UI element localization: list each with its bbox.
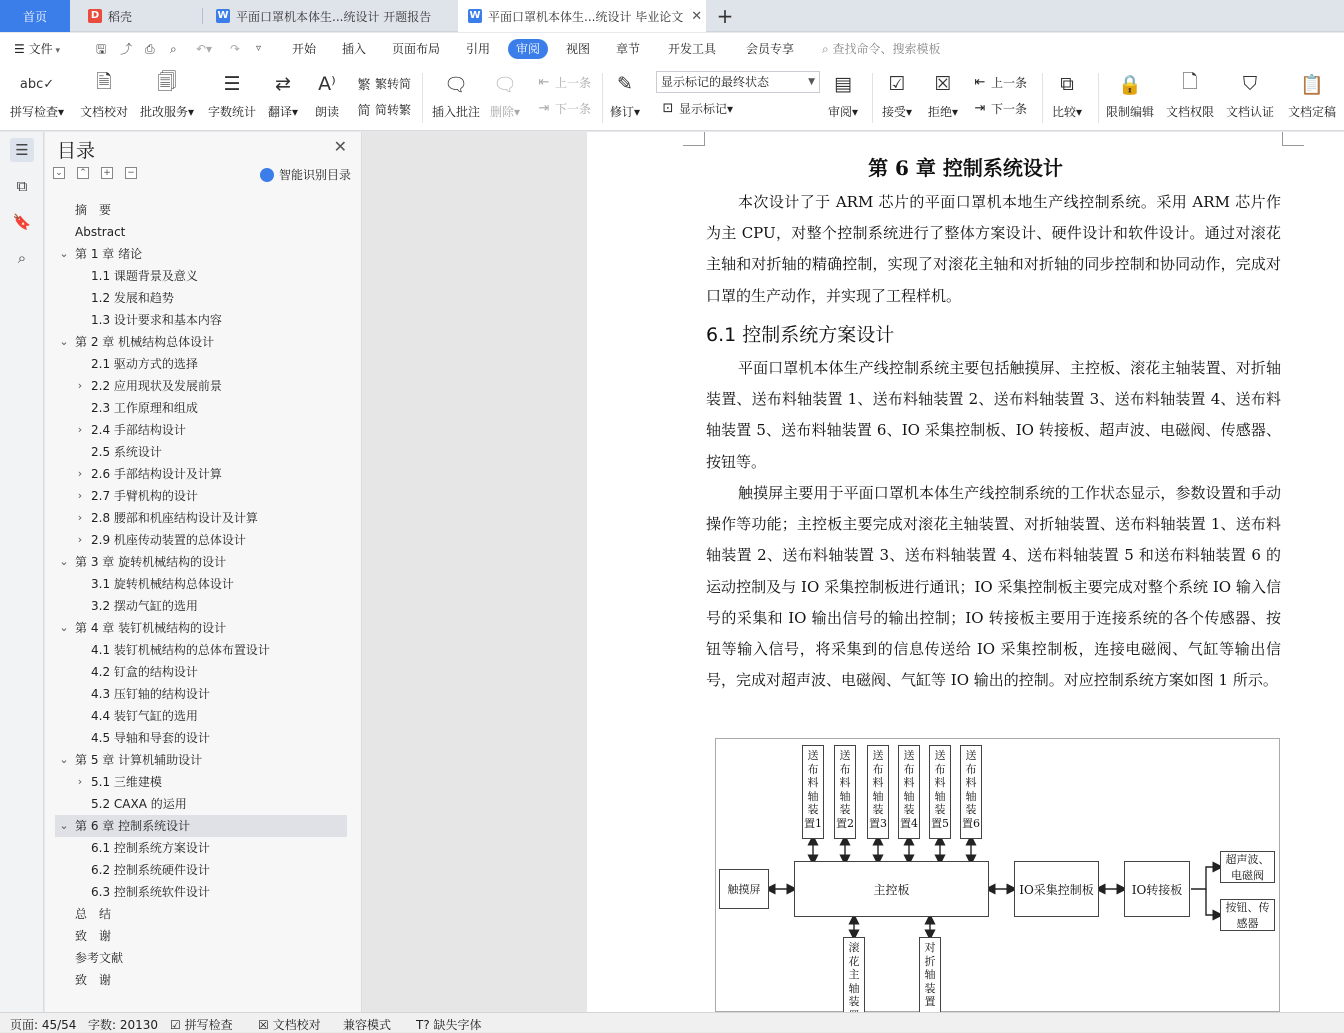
toc-item[interactable]	[55, 595, 347, 617]
toc-item[interactable]	[55, 661, 347, 683]
toc-item-label: 第 6 章 控制系统设计	[75, 819, 191, 833]
word-count-indicator[interactable]: 字数: 20130	[88, 1018, 159, 1032]
status-proof[interactable]	[258, 1016, 321, 1033]
button-sensor-box: 按钮、传感器	[1220, 899, 1275, 931]
toc-list	[55, 199, 347, 991]
review-pane-icon: ▤	[834, 73, 852, 95]
accept-button[interactable]: ☑ 接受▾	[882, 69, 912, 120]
smart-toc-button[interactable]	[260, 166, 351, 183]
toc-item[interactable]	[55, 221, 347, 243]
main-board-box: 主控板	[794, 861, 989, 917]
undo-icon[interactable]: ↶▾	[196, 42, 213, 56]
toc-item-label: 2.2 应用现状及发展前景	[91, 379, 222, 393]
hamburger-icon: ☰	[14, 42, 29, 56]
chevron-down-icon: ▾	[52, 46, 60, 56]
toc-item-label: 摘 要	[75, 203, 112, 217]
toc-item[interactable]	[55, 617, 347, 639]
annotate-service-icon: 🗐	[157, 71, 177, 93]
track-changes-label: 修订	[610, 105, 635, 119]
review-pane-button[interactable]: ▤ 审阅▾	[828, 69, 858, 120]
finalize-icon: 📋	[1300, 73, 1324, 96]
toc-item[interactable]	[55, 881, 347, 903]
font-icon: T?	[416, 1018, 434, 1032]
tab-home-label: 首页	[22, 9, 47, 24]
knurl-spindle-box: 滚花主轴装	[843, 937, 865, 1017]
toc-item-label: 4.5 导轴和导套的设计	[91, 731, 210, 745]
chevron-right-icon[interactable]: ›	[77, 511, 83, 524]
fold-axis-box: 对折轴装置	[919, 937, 941, 1017]
tab-daoke[interactable]	[78, 0, 198, 32]
ribbon-divider	[872, 73, 873, 123]
toc-item-label: 第 3 章 旋转机械结构的设计	[75, 555, 227, 569]
document-area	[363, 132, 1344, 1012]
print-icon[interactable]: ⎙	[145, 42, 155, 56]
tab-doc2-label: 平面口罩机本体生...统设计 毕业论文	[488, 9, 684, 24]
chapter-title: 第 6 章 控制系统设计	[868, 156, 1063, 180]
file-menu[interactable]	[14, 39, 60, 59]
annotate-service-label: 批改服务	[140, 105, 189, 119]
body-paragraph: 平面口罩机本体生产线控制系统主要包括触摸屏、主控板、滚花主轴装置、对折轴装置、送布料轴装置 1、送布料轴装置 2、送布料轴装置 3、送布料轴装置 4、送布料轴装置 5、送布料轴装置 6、IO 采集控制板、IO 转接板、超声波、电磁阀、传感器、按钮等。	[706, 359, 1281, 471]
prev-change-label: 上一条	[991, 76, 1028, 90]
chevron-down-icon: ▼	[808, 77, 815, 87]
toc-item-label: 4.2 钉盒的结构设计	[91, 665, 198, 679]
status-proof-label: 文档校对	[272, 1018, 321, 1032]
toc-item-label: 第 2 章 机械结构总体设计	[75, 335, 215, 349]
ribbon-divider	[1098, 73, 1099, 123]
review-pane-label: 审阅	[828, 105, 853, 119]
chevron-down-icon[interactable]: ⌄	[59, 555, 69, 568]
toc-item-label: 2.3 工作原理和组成	[91, 401, 198, 415]
insert-comment-button[interactable]	[432, 69, 480, 120]
doc-auth-button[interactable]	[1226, 69, 1274, 120]
chevron-right-icon[interactable]: ›	[77, 423, 83, 436]
body-paragraph: 本次设计了于 ARM 芯片的平面口罩机本地生产线控制系统。采用 ARM 芯片作为主 CPU，对整个控制系统进行了整体方案设计、硬件设计和软件设计。通过对滚花主轴和对折轴的精确控制，实现了对滚花主轴和对折轴的同步控制和协同动作，完成对口罩的生产动作，并实现了工程样机。	[706, 193, 1281, 305]
io-acquisition-box: IO采集控制板	[1014, 861, 1099, 917]
toc-item-label: 1.3 设计要求和基本内容	[91, 313, 222, 327]
delete-comment-label: 删除	[490, 105, 515, 119]
spellcheck-icon: abc✓	[19, 76, 55, 92]
restrict-edit-label: 限制编辑	[1106, 105, 1155, 119]
toc-item[interactable]	[55, 573, 347, 595]
accept-label: 接受	[882, 105, 907, 119]
compare-label: 比较	[1052, 105, 1077, 119]
toc-item[interactable]	[55, 309, 347, 331]
reject-label: 拒绝	[928, 105, 953, 119]
doc-proof-button[interactable]	[80, 69, 128, 120]
word-count-icon: ☰	[223, 73, 241, 95]
translate-icon: ⇄	[275, 73, 291, 95]
toc-item-label: 6.3 控制系统软件设计	[91, 885, 210, 899]
tab-bar	[0, 0, 1344, 32]
lock-icon: 🔒	[1118, 73, 1142, 96]
toc-item[interactable]	[55, 353, 347, 375]
prev-change-icon: ⇤	[974, 75, 986, 90]
simplified-icon: 简	[357, 104, 371, 119]
section-title: 6.1 控制系统方案设计	[706, 324, 895, 346]
status-bar	[0, 1012, 1344, 1032]
toc-item-label: 3.2 摆动气缸的选用	[91, 599, 198, 613]
tab-document-proposal[interactable]	[206, 0, 456, 32]
shield-icon: ⛉	[1242, 73, 1258, 95]
body-paragraph: 触摸屏主要用于平面口罩机本体生产线控制系统的工作状态显示，参数设置和手动操作等功能；主控板主要完成对滚花主轴装置、对折轴装置、送布料轴装置 1、送布料轴装置 2、送布料轴装置 3、送布料轴装置 4、送布料轴装置 5 和送布料轴装置 6 的运动控制及与 IO 采集控制板进行通讯；IO 采集控制板主要完成对整个系统 IO 输入信号的采集和 IO 输出信号的输出控制；IO 转接板主要用于连接系统的各个传感器、按钮等输入信号，将采集到的信息传送给 IO 采集控制板，连接电磁阀、气缸等输出信号，完成对超声波、电磁阀、气缸等 IO 输出的控制。对应控制系统方案如图 1 所示。	[706, 484, 1281, 690]
page-corner-mark	[1282, 132, 1304, 146]
tab-divider	[202, 8, 203, 24]
document-page[interactable]	[587, 132, 1344, 1012]
chevron-down-icon[interactable]: ⌄	[59, 753, 69, 766]
status-spellcheck-label: 拼写检查	[184, 1018, 233, 1032]
toc-item[interactable]	[55, 463, 347, 485]
redo-icon[interactable]: ↷	[230, 42, 241, 56]
insert-comment-label: 插入批注	[432, 105, 481, 119]
smart-toc-label: 智能识别目录	[278, 168, 351, 182]
word-count-button[interactable]	[208, 69, 256, 120]
feeder-box-4: 送布料轴装置4	[898, 745, 920, 839]
toc-item-label: 4.3 压钉轴的结构设计	[91, 687, 210, 701]
feeder-box-2: 送布料轴装置2	[834, 745, 856, 839]
read-aloud-icon: A⁾	[318, 73, 336, 95]
customize-chevron-icon[interactable]: ▿	[256, 43, 262, 54]
toc-item-label: 5.2 CAXA 的运用	[91, 797, 187, 811]
tab-daoke-label: 稻壳	[108, 9, 133, 24]
toc-item[interactable]	[55, 199, 347, 221]
toc-item-label: 致 谢	[75, 973, 112, 987]
toc-item[interactable]	[55, 815, 347, 837]
chevron-right-icon[interactable]: ›	[77, 379, 83, 392]
menu-developer[interactable]: 开发工具	[668, 42, 717, 56]
insert-comment-icon: 🗨	[443, 73, 469, 96]
smart-toc-icon	[260, 168, 274, 182]
toc-item-label: 4.4 装钉气缸的选用	[91, 709, 198, 723]
daoke-icon: D	[88, 9, 102, 23]
toc-item[interactable]	[55, 969, 347, 991]
prev-comment-label: 上一条	[555, 76, 592, 90]
menu-page-layout[interactable]: 页面布局	[392, 42, 441, 56]
toc-item[interactable]	[55, 705, 347, 727]
feeder-box-3: 送布料轴装置3	[867, 745, 889, 839]
show-markup-button[interactable]: ⊡ 显示标记 ▾	[660, 100, 733, 117]
toc-item-label: 5.1 三维建模	[91, 775, 162, 789]
spellcheck-button[interactable]: abc✓ 拼写检查▾	[10, 69, 64, 120]
toc-item[interactable]	[55, 639, 347, 661]
ribbon-divider	[602, 73, 603, 123]
toc-item-label: 6.2 控制系统硬件设计	[91, 863, 210, 877]
chevron-down-icon[interactable]: ⌄	[59, 247, 69, 260]
toc-item-label: 第 1 章 绪论	[75, 247, 143, 261]
toc-item-label: 2.4 手部结构设计	[91, 423, 186, 437]
new-tab-button[interactable]	[712, 0, 738, 32]
delete-comment-icon: 🗨	[492, 73, 518, 96]
word-doc-icon: W	[469, 10, 481, 21]
command-search-placeholder: 查找命令、搜索模板	[832, 42, 941, 56]
doc-finalize-button[interactable]	[1288, 69, 1336, 120]
search-icon[interactable]: ⌕	[17, 249, 27, 267]
menu-reference[interactable]: 引用	[466, 42, 491, 56]
toc-item-label: 2.8 腰部和机座结构设计及计算	[91, 511, 258, 525]
restrict-edit-button[interactable]	[1106, 69, 1154, 120]
print-preview-icon[interactable]: ⌕	[170, 42, 177, 56]
toc-panel	[45, 132, 362, 1012]
accept-icon: ☑	[888, 73, 906, 95]
menu-member[interactable]: 会员专享	[746, 42, 795, 56]
toc-item-label: 2.6 手部结构设计及计算	[91, 467, 222, 481]
toc-item[interactable]	[55, 551, 347, 573]
reject-button[interactable]: ☒ 拒绝▾	[928, 69, 958, 120]
next-comment-label: 下一条	[555, 102, 592, 116]
proof-icon: ☒	[258, 1018, 273, 1032]
display-state-value: 显示标记的最终状态	[661, 75, 770, 89]
toc-item[interactable]	[55, 837, 347, 859]
doc-auth-label: 文档认证	[1226, 105, 1275, 119]
toc-item[interactable]	[55, 749, 347, 771]
toc-item-label: 第 5 章 计算机辅助设计	[75, 753, 203, 767]
toc-title: 目录	[57, 140, 96, 162]
save-icon[interactable]: 🖫	[96, 42, 107, 56]
toc-item[interactable]	[55, 903, 347, 925]
tab-document-thesis[interactable]	[458, 0, 706, 32]
chevron-right-icon[interactable]: ›	[77, 489, 83, 502]
chevron-down-icon[interactable]: ⌄	[59, 621, 69, 634]
file-menu-label: 文件	[28, 42, 53, 56]
reject-icon: ☒	[934, 73, 952, 95]
section-panel-icon[interactable]: ⧉	[16, 177, 28, 195]
toc-item[interactable]	[55, 771, 347, 793]
ribbon-divider	[1042, 73, 1043, 123]
compat-mode: 兼容模式	[343, 1018, 392, 1032]
compare-icon: ⧉	[1060, 73, 1074, 95]
prev-comment-icon: ⇤	[538, 75, 550, 90]
close-icon[interactable]: ✕	[691, 8, 703, 24]
toc-item[interactable]	[55, 947, 347, 969]
toc-item[interactable]	[55, 287, 347, 309]
touch-screen-box: 触摸屏	[719, 869, 769, 909]
tab-doc1-label: 平面口罩机本体生...统设计 开题报告	[236, 9, 432, 24]
toc-item-label: 1.1 课题背景及意义	[91, 269, 198, 283]
to-simplified-button[interactable]	[356, 100, 411, 119]
toc-item[interactable]	[55, 419, 347, 441]
toc-item-label: 参考文献	[75, 951, 124, 965]
word-count-label: 字数统计	[208, 105, 257, 119]
spellcheck-label: 拼写检查	[10, 105, 59, 119]
traditional-icon: 繁	[357, 78, 371, 93]
toc-item[interactable]	[55, 507, 347, 529]
ribbon-divider	[422, 73, 423, 123]
next-change-button[interactable]	[972, 100, 1027, 117]
chevron-right-icon[interactable]: ›	[77, 775, 83, 788]
toc-item-label: 2.9 机座传动装置的总体设计	[91, 533, 246, 547]
toc-item[interactable]	[55, 243, 347, 265]
status-spellcheck[interactable]	[170, 1016, 233, 1033]
to-simplified-label: 简转繁	[375, 103, 412, 117]
track-changes-icon: ✎	[617, 73, 633, 95]
ultrasonic-valve-box: 超声波、电磁阀	[1220, 851, 1275, 883]
page-corner-mark	[683, 132, 705, 146]
chevron-right-icon[interactable]: ›	[77, 533, 83, 546]
prev-comment-button[interactable]	[536, 74, 591, 91]
doc-rights-icon: 🗋	[1182, 71, 1198, 93]
collapse-all-icon[interactable]: ⌄	[53, 167, 65, 179]
feeder-box-5: 送布料轴装置5	[929, 745, 951, 839]
toc-item-label: 3.1 旋转机械结构总体设计	[91, 577, 234, 591]
command-search[interactable]	[822, 39, 941, 59]
prev-change-button[interactable]	[972, 74, 1027, 91]
next-comment-button[interactable]	[536, 100, 591, 117]
toc-item-label: 2.7 手臂机构的设计	[91, 489, 198, 503]
toc-item[interactable]	[55, 375, 347, 397]
search-icon: ⌕	[822, 42, 833, 56]
chevron-right-icon[interactable]: ›	[77, 467, 83, 480]
translate-button[interactable]: ⇄ 翻译▾	[268, 69, 298, 120]
toc-item[interactable]	[55, 397, 347, 419]
to-traditional-label: 繁转简	[375, 77, 412, 91]
track-changes-button[interactable]: ✎ 修订▾	[610, 69, 640, 120]
show-markup-label: 显示标记	[679, 102, 728, 116]
toc-item-label: 6.1 控制系统方案设计	[91, 841, 210, 855]
toc-item-label: 1.2 发展和趋势	[91, 291, 174, 305]
doc-rights-button[interactable]	[1166, 69, 1214, 120]
doc-proof-label: 文档校对	[80, 105, 129, 119]
read-aloud-label: 朗读	[314, 105, 339, 119]
toc-item[interactable]	[55, 683, 347, 705]
toc-item[interactable]	[55, 727, 347, 749]
menu-insert[interactable]: 插入	[342, 42, 367, 56]
bookmark-icon[interactable]: 🔖	[12, 213, 32, 231]
show-markup-icon: ⊡	[662, 101, 674, 116]
toc-item-label: 第 4 章 装钉机械结构的设计	[75, 621, 227, 635]
toc-item[interactable]	[55, 793, 347, 815]
menu-bar	[0, 33, 1344, 65]
annotate-service-button[interactable]: 🗐 批改服务▾	[140, 71, 195, 119]
chevron-down-icon[interactable]: ⌄	[59, 335, 69, 348]
doc-rights-label: 文档权限	[1166, 105, 1215, 119]
left-icon-strip	[0, 132, 44, 1012]
word-doc-icon: W	[217, 10, 229, 21]
menu-start[interactable]: 开始	[292, 42, 317, 56]
menu-review[interactable]: 审阅	[508, 39, 548, 59]
to-traditional-button[interactable]	[356, 74, 411, 93]
toc-item-label: Abstract	[75, 225, 126, 239]
control-system-diagram	[715, 738, 1280, 1012]
menu-view[interactable]: 视图	[566, 42, 591, 56]
missing-font[interactable]	[416, 1016, 482, 1033]
toc-item[interactable]	[55, 529, 347, 551]
ribbon-review	[0, 65, 1344, 131]
delete-comment-button[interactable]: 🗨 删除▾	[490, 69, 520, 120]
toc-item[interactable]	[55, 925, 347, 947]
display-state-select[interactable]	[656, 71, 820, 93]
feeder-box-1: 送布料轴装置1	[802, 745, 824, 839]
missing-font-label: 缺失字体	[433, 1018, 482, 1032]
close-icon[interactable]: ✕	[333, 137, 347, 156]
remove-heading-icon[interactable]: −	[125, 167, 137, 179]
toc-item[interactable]	[55, 441, 347, 463]
compare-button[interactable]: ⧉ 比较▾	[1052, 69, 1082, 120]
toc-item[interactable]	[55, 859, 347, 881]
toc-item-label: 4.1 装钉机械结构的总体布置设计	[91, 643, 270, 657]
next-comment-icon: ⇥	[538, 101, 550, 116]
tab-home[interactable]	[0, 0, 70, 32]
toc-item-label: 总 结	[75, 907, 112, 921]
read-aloud-button[interactable]	[312, 69, 342, 120]
feeder-box-6: 送布料轴装置6	[960, 745, 982, 839]
doc-finalize-label: 文档定稿	[1288, 105, 1337, 119]
toc-panel-icon[interactable]: ☰	[10, 138, 34, 162]
io-transfer-box: IO转接板	[1124, 861, 1190, 917]
next-change-label: 下一条	[991, 102, 1028, 116]
toc-item[interactable]	[55, 331, 347, 353]
toc-item[interactable]	[55, 485, 347, 507]
chevron-down-icon[interactable]: ⌄	[59, 819, 69, 832]
add-heading-icon[interactable]: +	[101, 167, 113, 179]
export-icon[interactable]: ⤴	[120, 42, 133, 56]
toc-item-label: 2.5 系统设计	[91, 445, 162, 459]
next-change-icon: ⇥	[974, 101, 986, 116]
expand-up-icon[interactable]: ⌃	[77, 167, 89, 179]
page-indicator[interactable]: 页面: 45/54	[10, 1018, 77, 1032]
menu-chapter[interactable]: 章节	[616, 42, 641, 56]
translate-label: 翻译	[268, 105, 293, 119]
checkbox-icon: ☑	[170, 1018, 185, 1032]
plus-icon: +	[716, 4, 734, 28]
toc-item-label: 致 谢	[75, 929, 112, 943]
doc-proof-icon: 🗎	[96, 71, 112, 93]
toc-item[interactable]	[55, 265, 347, 287]
toc-item-label: 2.1 驱动方式的选择	[91, 357, 198, 371]
